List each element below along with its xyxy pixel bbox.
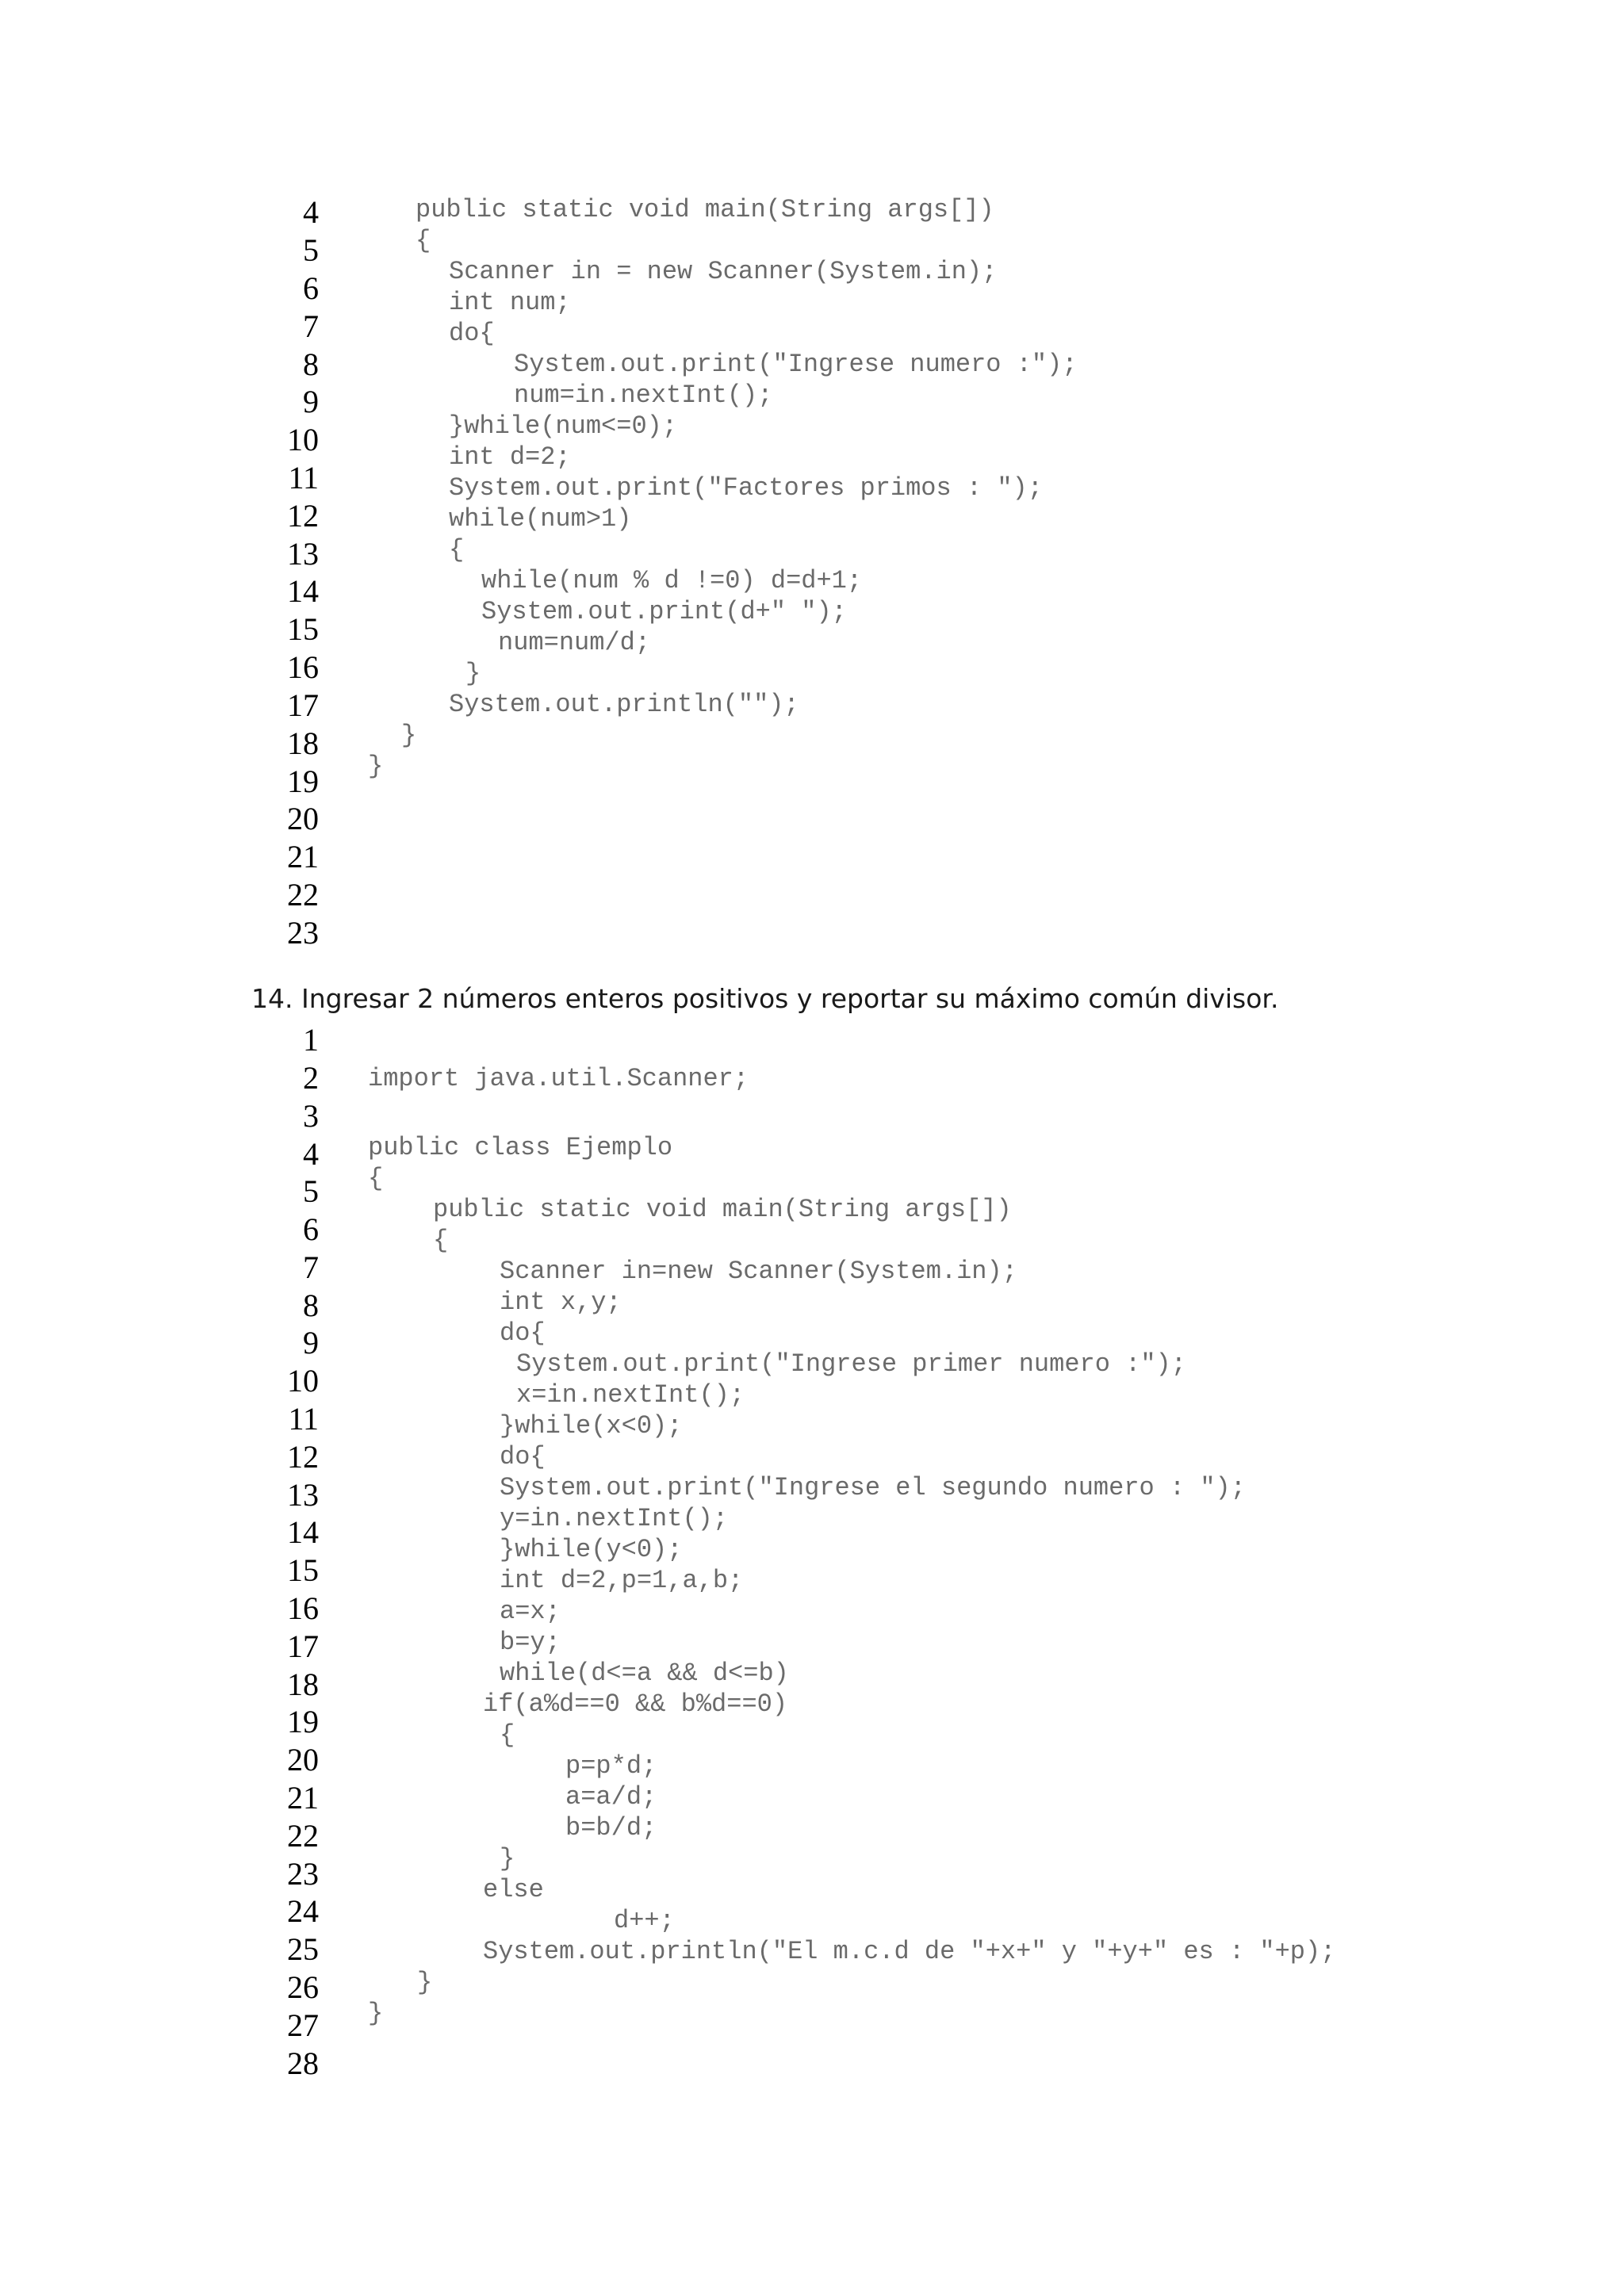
line-number: 8: [303, 1288, 319, 1323]
code-line: a=a/d;: [565, 1782, 657, 1812]
line-number: 16: [287, 649, 319, 685]
line-number: 7: [303, 308, 319, 344]
line-number: 2: [303, 1060, 319, 1096]
line-number: 6: [303, 270, 319, 306]
line-number: 12: [287, 498, 319, 534]
line-number: 21: [287, 1780, 319, 1816]
line-number: 20: [287, 801, 319, 836]
code-line: int d=2,p=1,a,b;: [500, 1566, 744, 1595]
line-number: 10: [287, 1363, 319, 1399]
code-line: num=in.nextInt();: [514, 381, 773, 410]
line-number: 4: [303, 1136, 319, 1172]
line-number: 19: [287, 763, 319, 799]
code-line: if(a%d==0 && b%d==0): [483, 1689, 788, 1719]
line-number: 24: [287, 1893, 319, 1929]
line-number: 17: [287, 1628, 319, 1664]
line-number: 9: [303, 1325, 319, 1360]
line-number: 14: [287, 573, 319, 609]
code-line: {: [416, 226, 431, 255]
code-line: a=x;: [500, 1597, 561, 1626]
code-line: public class Ejemplo: [368, 1133, 673, 1162]
line-number: 6: [303, 1211, 319, 1247]
line-number: 8: [303, 346, 319, 382]
code-line: }while(num<=0);: [449, 411, 678, 441]
code-line: x=in.nextInt();: [516, 1380, 745, 1410]
code-line: System.out.print("Ingrese el segundo numero : ");: [500, 1473, 1246, 1502]
code-line: System.out.print("Ingrese primer numero :");: [516, 1349, 1186, 1379]
line-number: 11: [288, 460, 319, 496]
code-line: while(d<=a && d<=b): [500, 1659, 789, 1688]
line-number: 9: [303, 384, 319, 419]
line-number: 19: [287, 1704, 319, 1739]
line-number: 10: [287, 422, 319, 457]
line-number: 7: [303, 1249, 319, 1285]
line-number: 11: [288, 1401, 319, 1437]
line-number: 15: [287, 1552, 319, 1588]
line-number: 27: [287, 2007, 319, 2043]
code-line: int d=2;: [449, 442, 571, 472]
line-number: 1: [303, 1022, 319, 1058]
line-number: 18: [287, 1667, 319, 1702]
code-line: {: [433, 1226, 449, 1255]
code-line: int x,y;: [500, 1288, 622, 1317]
line-number: 16: [287, 1590, 319, 1626]
line-number: 17: [287, 687, 319, 723]
code-line: while(num>1): [449, 504, 632, 534]
line-number: 14: [287, 1514, 319, 1550]
code-line: System.out.print(d+" ");: [481, 597, 847, 626]
code-line: p=p*d;: [565, 1751, 657, 1781]
exercise-number: 14.: [251, 983, 293, 1014]
code-line: }: [500, 1844, 515, 1873]
line-number: 5: [303, 232, 319, 268]
code-line: public static void main(String args[]): [433, 1195, 1012, 1224]
line-number: 22: [287, 877, 319, 913]
code-line: b=y;: [500, 1628, 561, 1657]
code-line: while(num % d !=0) d=d+1;: [481, 566, 863, 595]
code-line: public static void main(String args[]): [416, 195, 994, 224]
line-number: 13: [287, 536, 319, 572]
code-line: d++;: [614, 1906, 675, 1935]
code-line: {: [500, 1720, 515, 1750]
code-line: }while(x<0);: [500, 1411, 683, 1441]
exercise-text: Ingresar 2 números enteros positivos y reportar su máximo común divisor.: [301, 983, 1279, 1014]
line-number: 4: [303, 194, 319, 230]
code-line: num=num/d;: [498, 628, 651, 657]
line-number: 21: [287, 839, 319, 874]
code-line: System.out.println("");: [449, 690, 799, 719]
code-line: else: [483, 1875, 544, 1904]
code-line: int num;: [449, 288, 571, 317]
line-number: 22: [287, 1818, 319, 1854]
line-number: 28: [287, 2045, 319, 2081]
code-line: b=b/d;: [565, 1813, 657, 1843]
line-number: 5: [303, 1173, 319, 1209]
code-line: System.out.println("El m.c.d de "+x+" y "+y+" es : "+p);: [483, 1937, 1336, 1966]
line-number: 13: [287, 1477, 319, 1513]
line-number: 12: [287, 1439, 319, 1475]
line-number: 18: [287, 725, 319, 761]
code-line: Scanner in=new Scanner(System.in);: [500, 1257, 1017, 1286]
code-line: {: [368, 1164, 384, 1193]
code-line: }: [417, 1968, 433, 1997]
code-line: System.out.print("Factores primos : ");: [449, 473, 1043, 503]
code-line: }while(y<0);: [500, 1535, 683, 1564]
code-line: }: [465, 659, 481, 688]
code-line: }: [368, 752, 384, 781]
line-number: 23: [287, 915, 319, 951]
exercise-statement: [235, 959, 1278, 1012]
line-number: 3: [303, 1098, 319, 1134]
line-number: 26: [287, 1969, 319, 2005]
line-number: 15: [287, 611, 319, 647]
line-number: 23: [287, 1856, 319, 1892]
code-line: {: [449, 535, 465, 564]
code-line: do{: [500, 1318, 546, 1348]
code-line: Scanner in = new Scanner(System.in);: [449, 257, 998, 286]
code-line: }: [368, 1999, 384, 2028]
line-number: 20: [287, 1742, 319, 1777]
code-line: do{: [449, 319, 495, 348]
code-line: y=in.nextInt();: [500, 1504, 729, 1533]
line-number: 25: [287, 1931, 319, 1967]
code-line: }: [401, 721, 417, 750]
code-line: System.out.print("Ingrese numero :");: [514, 350, 1078, 379]
code-line: do{: [500, 1442, 546, 1471]
code-line: import java.util.Scanner;: [368, 1064, 749, 1093]
